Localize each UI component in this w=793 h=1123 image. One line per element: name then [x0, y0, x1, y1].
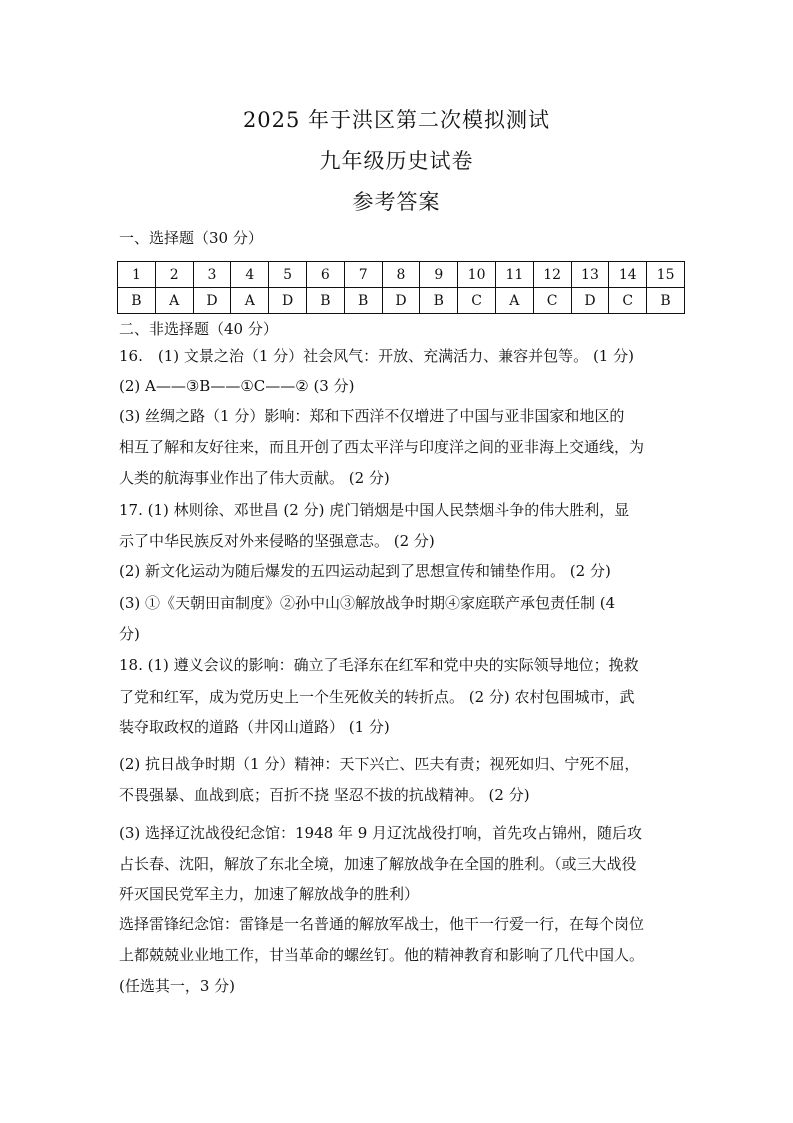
- answer-key-heading: 参考答案: [352, 190, 441, 214]
- answer-row: [118, 288, 685, 314]
- answer-line: 示了中华民族反对外来侵略的坚强意志。 (2 分): [119, 532, 435, 550]
- answer-letter: D: [193, 288, 231, 314]
- question-number: 15: [647, 262, 685, 288]
- question-number: 5: [269, 262, 307, 288]
- answer-letter: D: [382, 288, 420, 314]
- question-number: 1: [118, 262, 156, 288]
- answer-letter: A: [155, 288, 193, 314]
- answer-line: 选择雷锋纪念馆：雷锋是一名普通的解放军战士，他干一行爱一行，在每个岗位: [119, 915, 645, 933]
- answer-line: (3) ①《天朝田亩制度》②孙中山③解放战争时期④家庭联产承包责任制 (4: [119, 594, 616, 612]
- question-number: 6: [306, 262, 344, 288]
- answer-letter: A: [231, 288, 269, 314]
- answer-letter: B: [420, 288, 458, 314]
- answer-line: (任选其一，3 分): [119, 977, 236, 995]
- answer-letter: B: [344, 288, 382, 314]
- answer-table: [117, 261, 685, 314]
- question-number: 13: [571, 262, 609, 288]
- section-heading-nonchoice: 二、非选择题（40 分）: [119, 320, 278, 338]
- exam-title: 2025 年于洪区第二次模拟测试: [242, 108, 551, 132]
- question-number: 14: [609, 262, 647, 288]
- question-number: 7: [344, 262, 382, 288]
- answer-line: (2) 抗日战争时期（1 分）精神：天下兴亡、匹夫有责；视死如归、宁死不屈，: [119, 755, 640, 773]
- answer-line: 上都兢兢业业地工作，甘当革命的螺丝钉。他的精神教育和影响了几代中国人。: [119, 946, 645, 964]
- question-number: 3: [193, 262, 231, 288]
- answer-line: 歼灭国民党军主力，加速了解放战争的胜利）: [119, 885, 420, 903]
- answer-letter: C: [609, 288, 647, 314]
- answer-line: 17. (1) 林则徐、邓世昌 (2 分) 虎门销烟是中国人民禁烟斗争的伟大胜利，显: [119, 501, 630, 519]
- answer-letter: A: [495, 288, 533, 314]
- answer-letter: C: [533, 288, 571, 314]
- answer-line: (2) A——③B——①C——② (3 分): [119, 377, 355, 395]
- answer-letter: B: [647, 288, 685, 314]
- answer-line: 不畏强暴、血战到底；百折不挠 坚忍不拔的抗战精神。 (2 分): [119, 786, 530, 804]
- answer-line: 分): [119, 625, 140, 643]
- answer-letter: D: [571, 288, 609, 314]
- answer-letter: D: [269, 288, 307, 314]
- exam-subtitle: 九年级历史试卷: [319, 149, 474, 173]
- answer-line: (3) 丝绸之路（1 分）影响：郑和下西洋不仅增进了中国与亚非国家和地区的: [119, 407, 625, 425]
- answer-line: 人类的航海事业作出了伟大贡献。 (2 分): [119, 469, 390, 487]
- question-number-row: [118, 262, 685, 288]
- section-heading-choice: 一、选择题（30 分）: [119, 229, 263, 247]
- answer-letter: B: [118, 288, 156, 314]
- answer-letter: C: [458, 288, 496, 314]
- answer-line: 占长春、沈阳，解放了东北全境，加速了解放战争在全国的胜利。（或三大战役: [119, 855, 637, 873]
- question-number: 12: [533, 262, 571, 288]
- answer-line: (2) 新文化运动为随后爆发的五四运动起到了思想宣传和铺垫作用。 (2 分): [119, 562, 611, 580]
- answer-line: 相互了解和友好往来，而且开创了西太平洋与印度洋之间的亚非海上交通线，为: [119, 438, 645, 456]
- answer-line: 了党和红军，成为党历史上一个生死攸关的转折点。 (2 分) 农村包围城市，武: [119, 688, 635, 706]
- answer-line: 18. (1) 遵义会议的影响：确立了毛泽东在红军和党中央的实际领导地位；挽救: [119, 656, 639, 674]
- question-number: 2: [155, 262, 193, 288]
- question-number: 9: [420, 262, 458, 288]
- question-number: 10: [458, 262, 496, 288]
- question-number: 11: [495, 262, 533, 288]
- answer-letter: B: [306, 288, 344, 314]
- answer-line: 16. (1) 文景之治（1 分）社会风气：开放、充满活力、兼容并包等。 (1 分): [119, 347, 634, 365]
- question-number: 8: [382, 262, 420, 288]
- answer-line: 装夺取政权的道路（井冈山道路） (1 分): [119, 718, 390, 736]
- answer-line: (3) 选择辽沈战役纪念馆：1948 年 9 月辽沈战役打响，首先攻占锦州，随后攻: [119, 824, 643, 842]
- question-number: 4: [231, 262, 269, 288]
